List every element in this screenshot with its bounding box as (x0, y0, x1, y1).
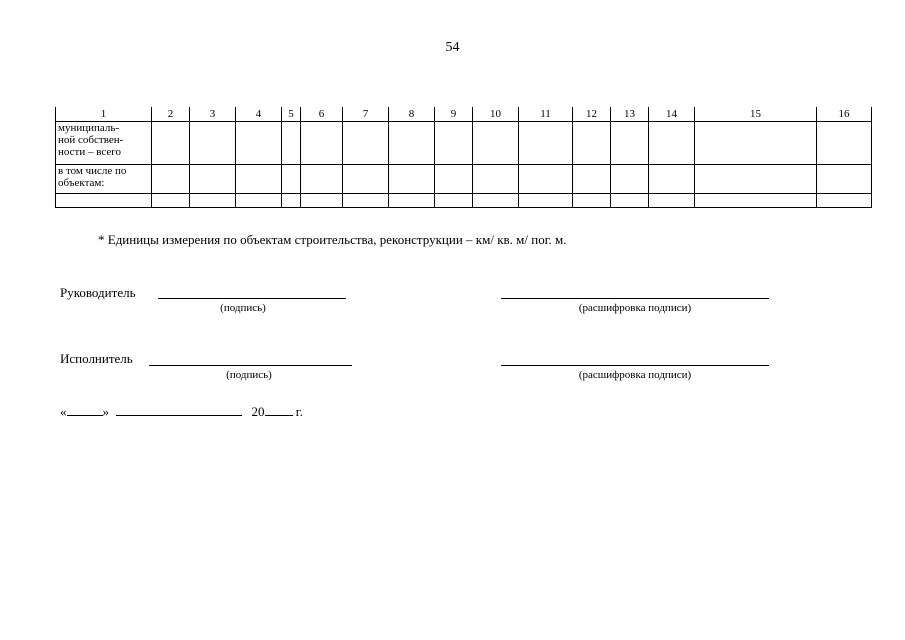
column-header: 9 (435, 107, 473, 122)
month-blank[interactable] (116, 403, 242, 416)
head-decoding-caption: (расшифровка подписи) (578, 302, 692, 314)
row-label: в том числе по объектам: (56, 165, 152, 194)
date-field (60, 403, 303, 420)
head-signature-line[interactable] (158, 298, 346, 299)
table-row (56, 165, 872, 194)
column-header: 16 (817, 107, 872, 122)
head-label: Руководитель (60, 285, 136, 300)
column-header: 12 (573, 107, 611, 122)
column-header: 6 (301, 107, 343, 122)
date-open-quote: « (60, 404, 67, 419)
head-decoding-line[interactable] (501, 298, 769, 299)
column-header: 4 (236, 107, 282, 122)
column-header: 3 (190, 107, 236, 122)
column-header: 2 (152, 107, 190, 122)
column-header: 7 (343, 107, 389, 122)
executor-signature-line[interactable] (149, 365, 352, 366)
year-suffix: г. (292, 404, 303, 419)
executor-decoding-caption: (расшифровка подписи) (578, 369, 692, 381)
column-header: 11 (519, 107, 573, 122)
year-blank[interactable] (265, 403, 293, 416)
row-label (56, 194, 152, 208)
executor-decoding-line[interactable] (501, 365, 769, 366)
executor-label: Исполнитель (60, 351, 133, 366)
page-number: 54 (445, 40, 460, 55)
column-header: 5 (282, 107, 301, 122)
row-label: муниципаль- ной собствен- ности – всего (56, 122, 152, 165)
head-signature-caption: (подпись) (220, 302, 266, 314)
column-header: 13 (611, 107, 649, 122)
date-close-quote: » (102, 404, 109, 419)
day-blank[interactable] (67, 403, 103, 416)
column-header: 1 (56, 107, 152, 122)
column-header: 14 (649, 107, 695, 122)
data-table (55, 107, 872, 208)
table-row (56, 194, 872, 208)
footnote: * Единицы измерения по объектам строительства, реконструкции – км/ кв. м/ пог. м. (98, 232, 567, 247)
table-header-row (56, 107, 872, 122)
column-header: 8 (389, 107, 435, 122)
column-header: 10 (473, 107, 519, 122)
table-row (56, 122, 872, 165)
executor-signature-caption: (подпись) (226, 369, 272, 381)
year-prefix: 20 (251, 404, 265, 419)
column-header: 15 (695, 107, 817, 122)
